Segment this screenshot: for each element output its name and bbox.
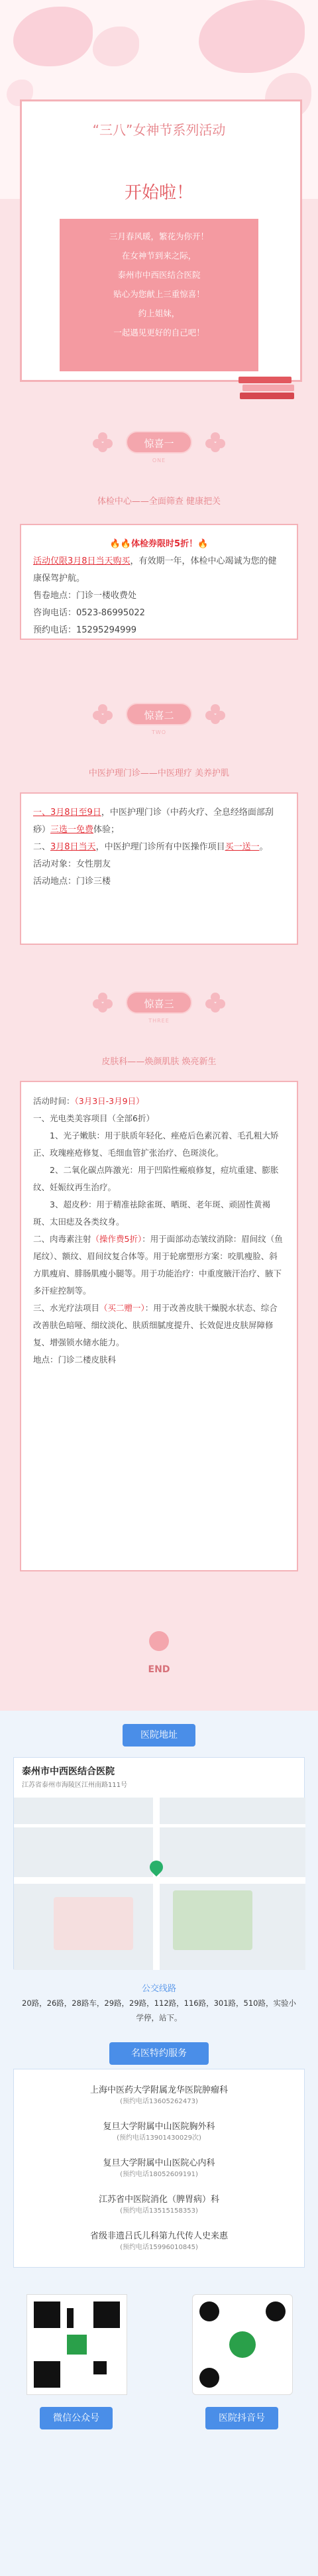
hospital-info-section	[0, 1711, 318, 2576]
badge-label: 惊喜二	[126, 703, 192, 725]
section-title: 中医护理门诊——中医理疗 美养护肌	[88, 768, 230, 778]
flower-icon	[205, 704, 225, 724]
flower-icon	[93, 704, 113, 724]
event-time: 活动时间：（3月3日-3月9日）	[33, 1096, 144, 1106]
badge-label: 惊喜三	[126, 991, 192, 1014]
item-text: 三、水光疗法项目（买二赠一）：用于改善皮肤干燥脱水状态、综合改善肤色暗哑、细纹淡化、肤质细腻度提升、长效促进皮肤屏障修复、增强锁水储水能力。	[33, 1303, 278, 1347]
map-pin-icon	[147, 1858, 166, 1876]
flower-icon	[93, 432, 113, 452]
section-badge-2	[0, 696, 318, 743]
card-dermatology	[20, 1081, 298, 1571]
hero-title: “三八”女神节系列活动	[92, 122, 226, 138]
card-text: 一、3月8日至9日，中医护理门诊（中药火疗、全息经络面部刮痧）三选一免费体验；	[33, 808, 274, 835]
item-text: 3、超皮秒：用于精准祛除雀斑、晒斑、老年斑、顽固性黄褐斑、太田痣及各类纹身。	[33, 1199, 270, 1227]
badge-label: 惊喜一	[126, 431, 192, 454]
hero-subtitle: 开始啦！	[124, 183, 193, 203]
badge-english: TWO	[151, 729, 167, 735]
hospital-name: 泰州市中西医结合医院	[22, 1766, 115, 1777]
section-badge-1	[0, 424, 318, 471]
wechat-qr-code	[26, 2294, 127, 2395]
heart-icon	[149, 1631, 169, 1651]
flower-icon	[205, 432, 225, 452]
hospital-address: 江苏省泰州市海陵区江州南路111号	[22, 1782, 128, 1789]
item-text: 2、二氧化碳点阵激光：用于凹陷性瘢痕修复，痘坑重建、膨胀纹、妊娠纹再生治疗。	[33, 1165, 279, 1192]
douyin-qr-code	[192, 2294, 293, 2395]
hero-line: 贴心为您献上三重惊喜！	[113, 289, 205, 299]
card-text: 活动仅限3月8日当天购买，有效期一年，体检中心竭诚为您的健康保驾护航。	[33, 556, 277, 583]
item-text: 二、肉毒素注射（操作费5折）：用于面部动态皱纹消除：眉间纹（鱼尾纹）、额纹、眉间纹复合体等。用于轮廓塑形方案：咬肌瘦脸、斜方肌瘦肩、腓肠肌瘦小腿等。用于功能治疗：中重度腋汗治疗、腋下多汗症控制等。	[33, 1234, 283, 1296]
target-audience: 活动对象：女性朋友	[33, 859, 111, 869]
item-heading: 一、光电类美容项目（全部6折）	[33, 1113, 154, 1123]
section-badge-3	[0, 985, 318, 1031]
card-text: 二、3月8日当天，中医护理门诊所有中医操作项目买一送一。	[33, 842, 268, 852]
blossom-decoration	[93, 27, 139, 66]
hero-line: 泰州市中西医结合医院	[117, 270, 201, 280]
blossom-decoration	[199, 0, 305, 73]
bus-routes-text: 20路，26路，28路车，29路，29路，112路，116路，301路，510路，实验小学停，站下。	[22, 1998, 296, 2022]
section-title: 皮肤科——焕颜肌肤 焕亮新生	[101, 1057, 217, 1067]
experts-card	[13, 2069, 305, 2268]
section-title: 体检中心——全面筛查 健康把关	[97, 497, 221, 507]
expert-item: 上海中医药大学附属龙华医院肿瘤科 (预约电话13605262473)	[89, 2085, 228, 2105]
event-location: 活动地点：门诊三楼	[33, 877, 111, 887]
expert-item: 复旦大学附属中山医院胸外科 (预约电话13901430029次)	[103, 2122, 215, 2142]
map[interactable]	[14, 1798, 305, 1970]
address-button[interactable]: 医院地址	[123, 1724, 195, 1747]
card-checkup	[20, 524, 298, 640]
hero-line: 约上姐妹，	[138, 308, 180, 318]
end-marker	[0, 1618, 318, 1711]
flower-icon	[93, 993, 113, 1012]
item-text: 1、光子嫩肤：用于肤质年轻化、痤疮后色素沉着、毛孔粗大矫正、玫瑰痤疮修复、毛细血管扩张治疗、色斑淡化。	[33, 1131, 279, 1158]
badge-english: ONE	[152, 458, 166, 463]
bus-routes-title: 公交线路	[141, 1984, 176, 1994]
wechat-label-button[interactable]: 微信公众号	[40, 2407, 113, 2429]
blossom-decoration	[13, 7, 93, 66]
hero-line: 一起遇见更好的自己吧！	[113, 328, 205, 337]
sale-location: 售卷地点：门诊一楼收费处	[33, 591, 137, 601]
hero-message-box	[60, 219, 258, 371]
address-card	[13, 1757, 305, 1969]
expert-item: 复旦大学附属中山医院心内科 (预约电话18052609191)	[103, 2158, 215, 2178]
hero-line: 在女神节到来之际，	[121, 251, 197, 261]
card-tcm	[20, 792, 298, 945]
experts-button[interactable]: 名医特约服务	[109, 2042, 209, 2065]
consult-phone[interactable]: 咨询电话：0523-86995022	[33, 608, 145, 618]
event-location: 地点：门诊二楼皮肤科	[33, 1355, 117, 1365]
douyin-label-button[interactable]: 医院抖音号	[205, 2407, 278, 2429]
booking-phone[interactable]: 预约电话：15295294999	[33, 625, 136, 635]
end-text: END	[148, 1664, 170, 1675]
flower-icon	[205, 993, 225, 1012]
expert-item: 省级非遗吕氏儿科第九代传人史来惠 (预约电话15996010845)	[89, 2231, 228, 2251]
books-icon	[238, 371, 298, 404]
expert-item: 江苏省中医院消化（脾胃病）科 (预约电话13515158353)	[98, 2195, 219, 2215]
badge-english: THREE	[148, 1018, 170, 1024]
card-headline: 🔥🔥体检券限时5折！🔥	[109, 539, 209, 549]
hero-line: 三月春风暖，繁花为你开！	[109, 231, 209, 241]
